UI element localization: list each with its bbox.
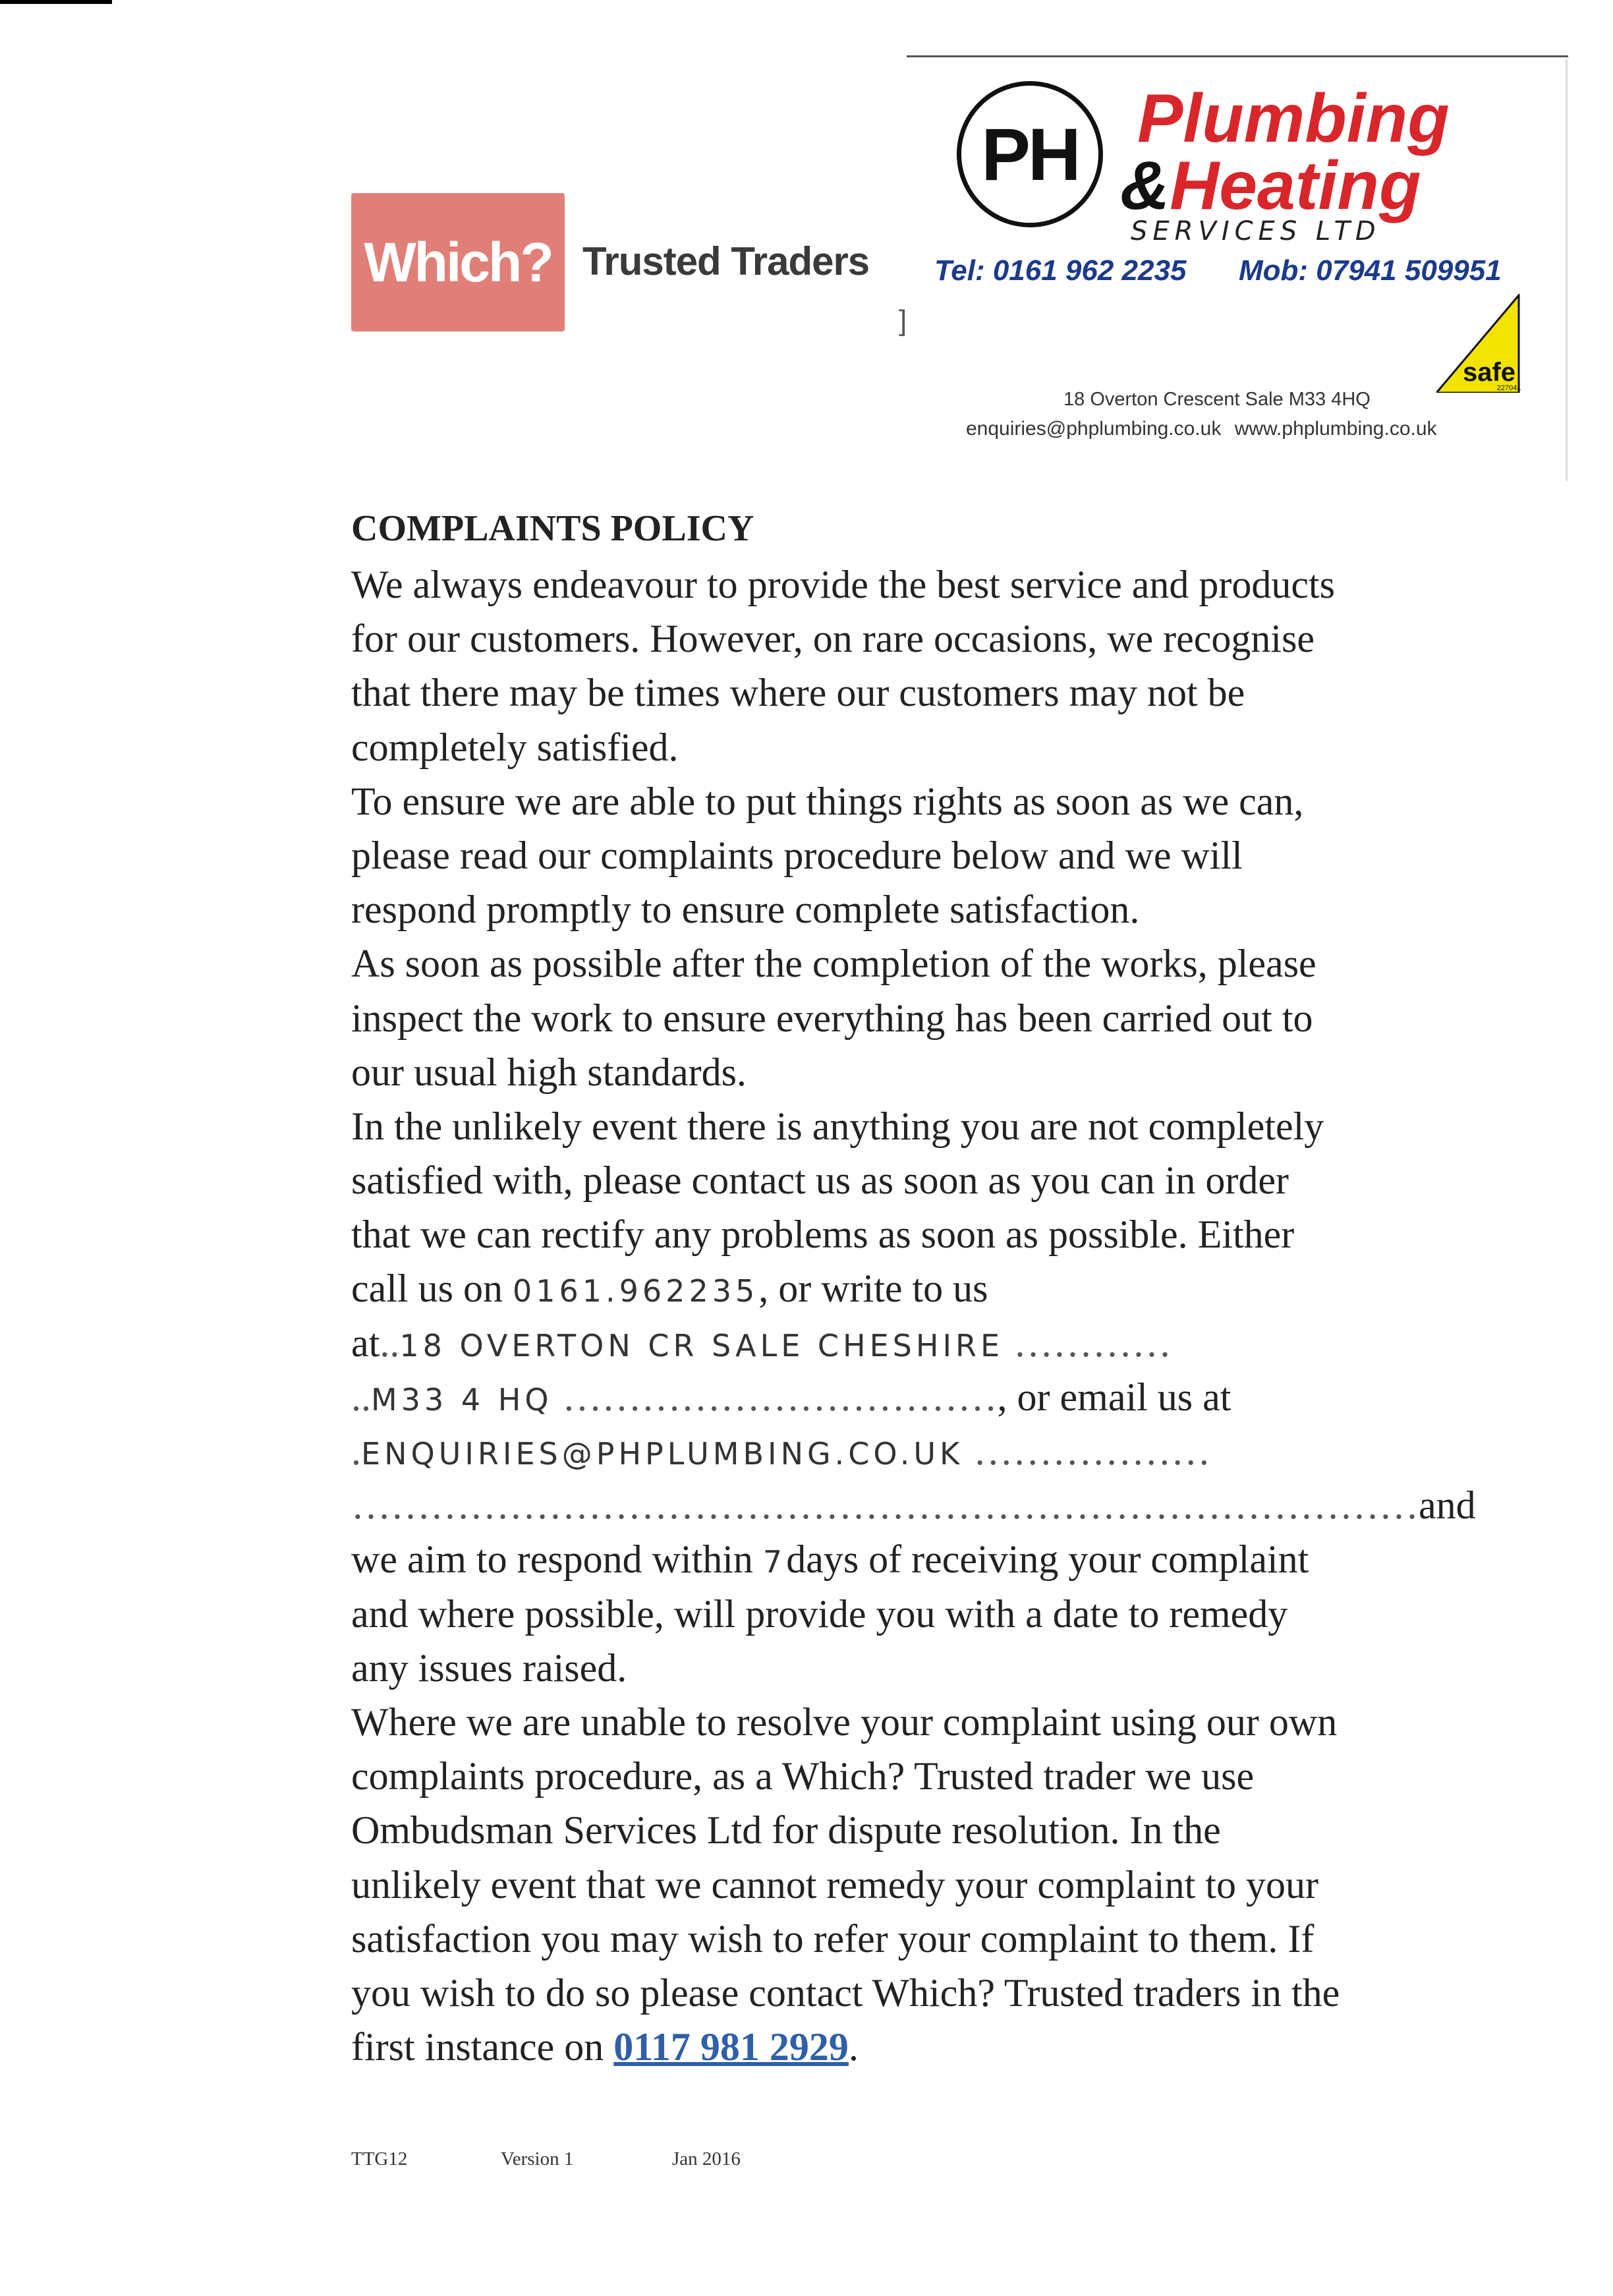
policy-line: To ensure we are able to put things rights as soon as we can,	[351, 779, 1304, 823]
and-word: and	[1419, 1483, 1476, 1528]
footer-code: TTG12	[351, 2148, 408, 2169]
policy-heading: COMPLAINTS POLICY	[351, 508, 754, 549]
policy-body	[351, 558, 1537, 2074]
gas-safe-brand-text: safe	[1462, 358, 1516, 387]
footer-date: Jan 2016	[672, 2148, 741, 2169]
policy-line: Where we are unable to resolve your complaint using our own	[351, 1700, 1338, 1744]
policy-line: satisfaction you may wish to refer your complaint to them. If	[351, 1916, 1315, 1961]
handwritten-phone: 0161.962235	[512, 1273, 759, 1309]
bracket-mark: ]	[899, 304, 907, 337]
ph-monogram-logo	[957, 81, 1103, 227]
company-website: www.phplumbing.co.uk	[1234, 418, 1437, 440]
call-suffix: , or write to us	[758, 1267, 988, 1311]
dot-leader: ………………………………………………………………………	[351, 1483, 1419, 1528]
telephone-number: Tel: 0161 962 2235	[934, 254, 1187, 287]
policy-line: our usual high standards.	[351, 1050, 747, 1094]
policy-line: that there may be times where our customers may not be	[351, 671, 1245, 715]
footer-version: Version 1	[501, 2148, 574, 2169]
ampersand: &	[1120, 148, 1170, 224]
dot-leader: ..	[351, 1375, 371, 1419]
dot-leader: ……………………………	[552, 1375, 998, 1419]
handwritten-postcode: M33 4 HQ	[371, 1381, 553, 1418]
respond-prefix: we aim to respond within	[351, 1537, 763, 1582]
email-line	[351, 1424, 1537, 1478]
policy-line: you wish to do so please contact Which? Trusted traders in the	[351, 1970, 1340, 2015]
policy-line: As soon as possible after the completion of the works, please	[351, 942, 1316, 986]
final-prefix: first instance on	[351, 2025, 614, 2069]
handwritten-email: ENQUIRIES@PHPLUMBING.CO.UK	[361, 1436, 964, 1472]
services-ltd-handwritten: SERVICES LTD	[1131, 216, 1381, 246]
final-suffix: .	[848, 2025, 859, 2069]
handwritten-address: 18 OVERTON CR SALE CHESHIRE	[399, 1327, 1004, 1363]
policy-line: that we can rectify any problems as soon as possible. Either	[351, 1213, 1295, 1257]
dot-leader: …………	[1004, 1321, 1172, 1365]
policy-line: unlikely event that we cannot remedy your complaint to your	[351, 1862, 1318, 1907]
postcode-line	[351, 1370, 1537, 1424]
policy-line: and where possible, will provide you with a date to remedy	[351, 1592, 1288, 1636]
respond-line	[351, 1532, 1537, 1586]
dot-leader: ..	[380, 1321, 400, 1365]
dot-leader: .	[351, 1429, 361, 1473]
policy-line: for our customers. However, on rare occasions, we recognise	[351, 617, 1315, 661]
policy-line: respond promptly to ensure complete satisfaction.	[351, 888, 1140, 932]
heating-word: Heating	[1170, 148, 1421, 224]
policy-line: any issues raised.	[351, 1646, 627, 1690]
policy-line: complaints procedure, as a Which? Trusted trader we use	[351, 1754, 1255, 1798]
which-phone-link[interactable]: 0117 981 2929	[613, 2025, 849, 2069]
mobile-number: Mob: 07941 509951	[1239, 254, 1502, 287]
final-line	[351, 2020, 1537, 2074]
gas-safe-number-text: 227041	[1496, 384, 1521, 392]
policy-line: In the unlikely event there is anything you are not completely	[351, 1104, 1324, 1148]
ph-monogram: PH	[981, 113, 1079, 196]
policy-line: satisfied with, please contact us as soon as you can in order	[351, 1159, 1289, 1203]
at-prefix: at	[351, 1321, 380, 1365]
policy-line: Ombudsman Services Ltd for dispute resolution. In the	[351, 1808, 1221, 1852]
policy-line: please read our complaints procedure below and we will	[351, 833, 1243, 877]
header-edge	[1566, 59, 1568, 481]
scan-edge-mark	[0, 0, 112, 4]
trusted-traders-label: Trusted Traders	[582, 239, 870, 283]
address-line	[351, 1316, 1537, 1370]
company-name-heating	[1120, 148, 1421, 224]
company-name-plumbing: Plumbing	[1137, 80, 1450, 157]
blank-line	[351, 1478, 1537, 1532]
company-address: 18 Overton Crescent Sale M33 4HQ	[1063, 389, 1371, 410]
handwritten-days: 7	[762, 1544, 787, 1580]
policy-line: We always endeavour to provide the best service and products	[351, 563, 1335, 606]
which-logo	[351, 193, 565, 331]
dot-leader: ………………	[963, 1429, 1211, 1473]
header-rule	[907, 55, 1568, 57]
gas-safe-icon	[1436, 294, 1522, 393]
policy-line: inspect the work to ensure everything has been carried out to	[351, 996, 1313, 1040]
policy-line: completely satisfied.	[351, 725, 679, 769]
respond-suffix: days of receiving your complaint	[786, 1537, 1309, 1582]
call-us-line	[351, 1261, 1537, 1315]
call-prefix: call us on	[351, 1267, 513, 1311]
which-logo-text: Which?	[364, 231, 552, 293]
company-contacts	[966, 418, 1437, 440]
company-email: enquiries@phplumbing.co.uk	[966, 418, 1222, 440]
email-suffix: , or email us at	[997, 1375, 1231, 1419]
